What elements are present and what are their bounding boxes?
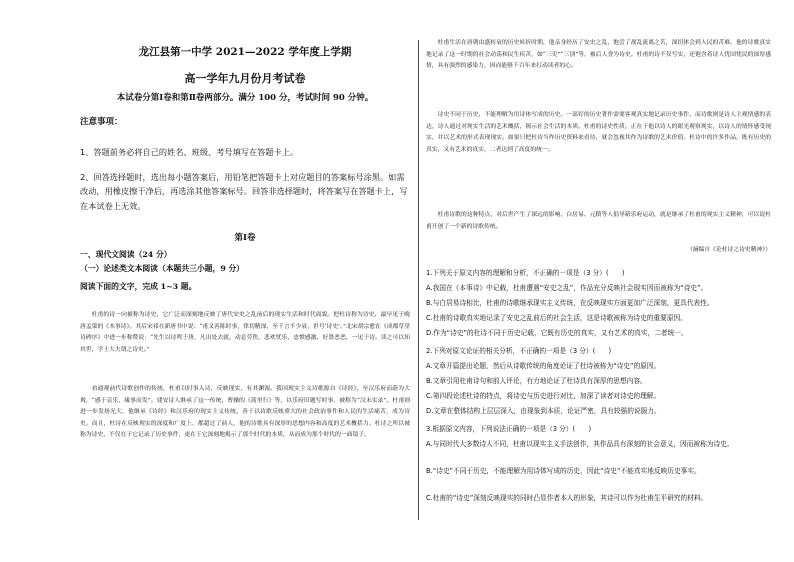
exam-subtitle: 高一学年九月份月考试卷 [184,72,306,85]
passage-paragraph-3: 杜甫生活在唐朝由盛转衰的历史转折时期，他亲身经历了安史之乱，饱尝了战乱流离之苦，深切体会到人民的苦难。他的诗歌真实地记录了这一时期的社会动荡和民生疾苦，如“三吏”“三别”等，被后人誉为诗史。杜甫的诗不仅写实，还饱含着诗人忧国忧民的深厚感情，具有强烈的感染力，因而能够千百年来打动读者的心。 [426,40,771,70]
volume-heading: 第Ⅰ卷 [234,233,256,243]
subsection-heading: （一）论述类文本阅读（本题共三小题，9 分） [80,264,245,273]
question-3-option-c: C.杜甫的“诗史”深刻反映现实的同时凸显作者本人的形象，其诗可以作为杜甫生平研究的材料。 [426,494,708,502]
question-1-option-d: D.作为“诗史”的杜诗不同于历史记载，它既有历史的真实，又有艺术的真实，二者统一。 [426,329,688,337]
notice-heading: 注意事项： [80,117,123,127]
question-2-option-c: C.第四段论述杜诗的特点，将诗史与历史进行对比，加深了读者对诗史的理解。 [426,392,661,400]
left-column [80,0,410,562]
passage-paragraph-1: 杜甫的诗一向被称为诗史，它广泛而深刻地反映了唐代安史之乱前后的现实生活和时代面貌。把杜诗称为诗史，最早见于晚唐孟棨的《本事诗》。其后宋祁在新唐书中说：“甫又善陈时事，律切精深，至千言不少衰，世号‘诗史’。”北宋胡宗愈在《成都草堂诗碑序》中进一步称赞说：“先生以诗鸣于唐，凡出处去就，动息劳佚，悲欢忧乐，忠愤感激，好贤恶恶，一见于诗。读之可以知其世，学士大夫谓之诗史。” [80,312,410,353]
question-3-stem: 3.根据原文内容，下列说法正确的一项是（3 分）( ) [426,425,592,433]
question-1-option-b: B.与白居易诗相比，杜甫的诗歌继承现实主义传统，在反映现实方面更加广泛深刻，更具代表性。 [426,299,714,307]
question-1-option-a: A.我国在《本事诗》中记载，杜甫遭遇“安史之乱”，作品充分反映社会现实因而被称为“诗史”。 [426,284,708,292]
notice-item-2: 2、回答选择题时，选出每小题答案后，用铅笔把答题卡上对应题目的答案标号涂黑。如需改动，用橡皮擦干净后，再选涂其他答案标号。回答非选择题时，将答案写在答题卡上，写在本试卷上无效。 [80,172,408,211]
question-2-stem: 2.下列对原文论证的相关分析，不正确的一项是（3 分）( ) [426,347,612,355]
column-divider [418,40,419,520]
question-2-option-b: B.文章引用杜甫诗句和前人评论，有力地论证了杜诗具有深厚的思想内容。 [426,377,647,385]
question-1-option-c: C.杜甫的诗歌真实地记录了安史之乱前后的社会生活，这是诗歌被称为诗史的重要原因。 [426,314,687,322]
right-column [426,0,771,562]
passage-paragraph-5: 杜甫诗歌的这种特点，对后世产生了深远的影响。白居易、元稹等人倡导新乐府运动，就是继承了杜甫的现实主义精神，可以说杜甫开创了一个新的诗歌传统。 [426,212,771,230]
question-2-option-a: A.文章开篇提出论题，然后从诗歌传统的角度论证了杜诗被称为“诗史”的原因。 [426,362,661,370]
score-line: 本试卷分第Ⅰ卷和第Ⅱ卷两部分。满分 100 分，考试时间 90 分钟。 [116,93,374,103]
question-3-option-b: B.“诗史”不同于历史，不能理解为用诗体写成的历史，因此“诗史”不能真实地反映历史事实。 [426,467,701,475]
passage-paragraph-4: 诗史不同于历史，不能理解为用诗体写成的历史。一部好的历史著作需要客观真实地记录历史事件，而诗歌则是诗人主观情感的表达，诗人通过对现实生活的艺术概括，揭示社会生活的本质。杜甫的诗史性质，正在于他以诗人的眼光观察现实，以诗人的情怀感受现实，并以艺术的形式表现现实。如果只把杜诗当作历史资料来看待，就会忽视其作为诗歌的艺术价值。杜诗中的许多作品，既有历史的真实，又有艺术的真实，二者达到了高度的统一。 [426,112,771,153]
reading-instruction: 阅读下面的文字，完成 1~3 题。 [80,282,197,291]
question-2-option-d: D.文章在整体结构上层层深入，由现象到本质，论证严密，具有较强的说服力。 [426,407,661,415]
notice-item-1: 1、答题前务必将自己的姓名、班级、考号填写在答题卡上。 [80,147,299,157]
section-heading: 一、现代文阅读（24 分） [80,250,172,259]
exam-title: 龙江县第一中学 2021—2022 学年度上学期 [138,46,352,58]
passage-paragraph-2: 看通观前代诗歌创作的传统，杜甫以时事入诗，反映现实，有其渊源。我国现实主义诗歌源自《诗经》，至汉乐府而蔚为大观，“感于哀乐，缘事而发”。建安诗人继承了这一传统，曹操的《蒿里行》等，以乐府旧题写时事，被称为“汉末实录”。杜甫则进一步发扬光大，他继承《诗经》和汉乐府的现实主义传统，善于以诗歌反映重大的社会政治事件和人民的生活痛苦，成为诗史。而且，杜诗在反映现实的深度和广度上，都超过了前人，他的诗歌具有深厚的思想内容和高度的艺术概括力。杜诗之所以被称为诗史，不仅在于它记录了历史事件，更在于它深刻地揭示了那个时代的本质，从而成为那个时代的一面镜子。 [80,386,410,439]
question-1-stem: 1.下列关于原文内容的理解和分析，不正确的一项是（3 分）( ) [426,269,625,277]
passage-source: （摘编自《论杜诗之诗史精神》） [686,247,771,253]
question-3-option-a: A.与同时代大多数诗人不同，杜甫以现实主义手法创作，其作品具有深刻的社会意义，因而被称为诗史。 [426,440,734,448]
